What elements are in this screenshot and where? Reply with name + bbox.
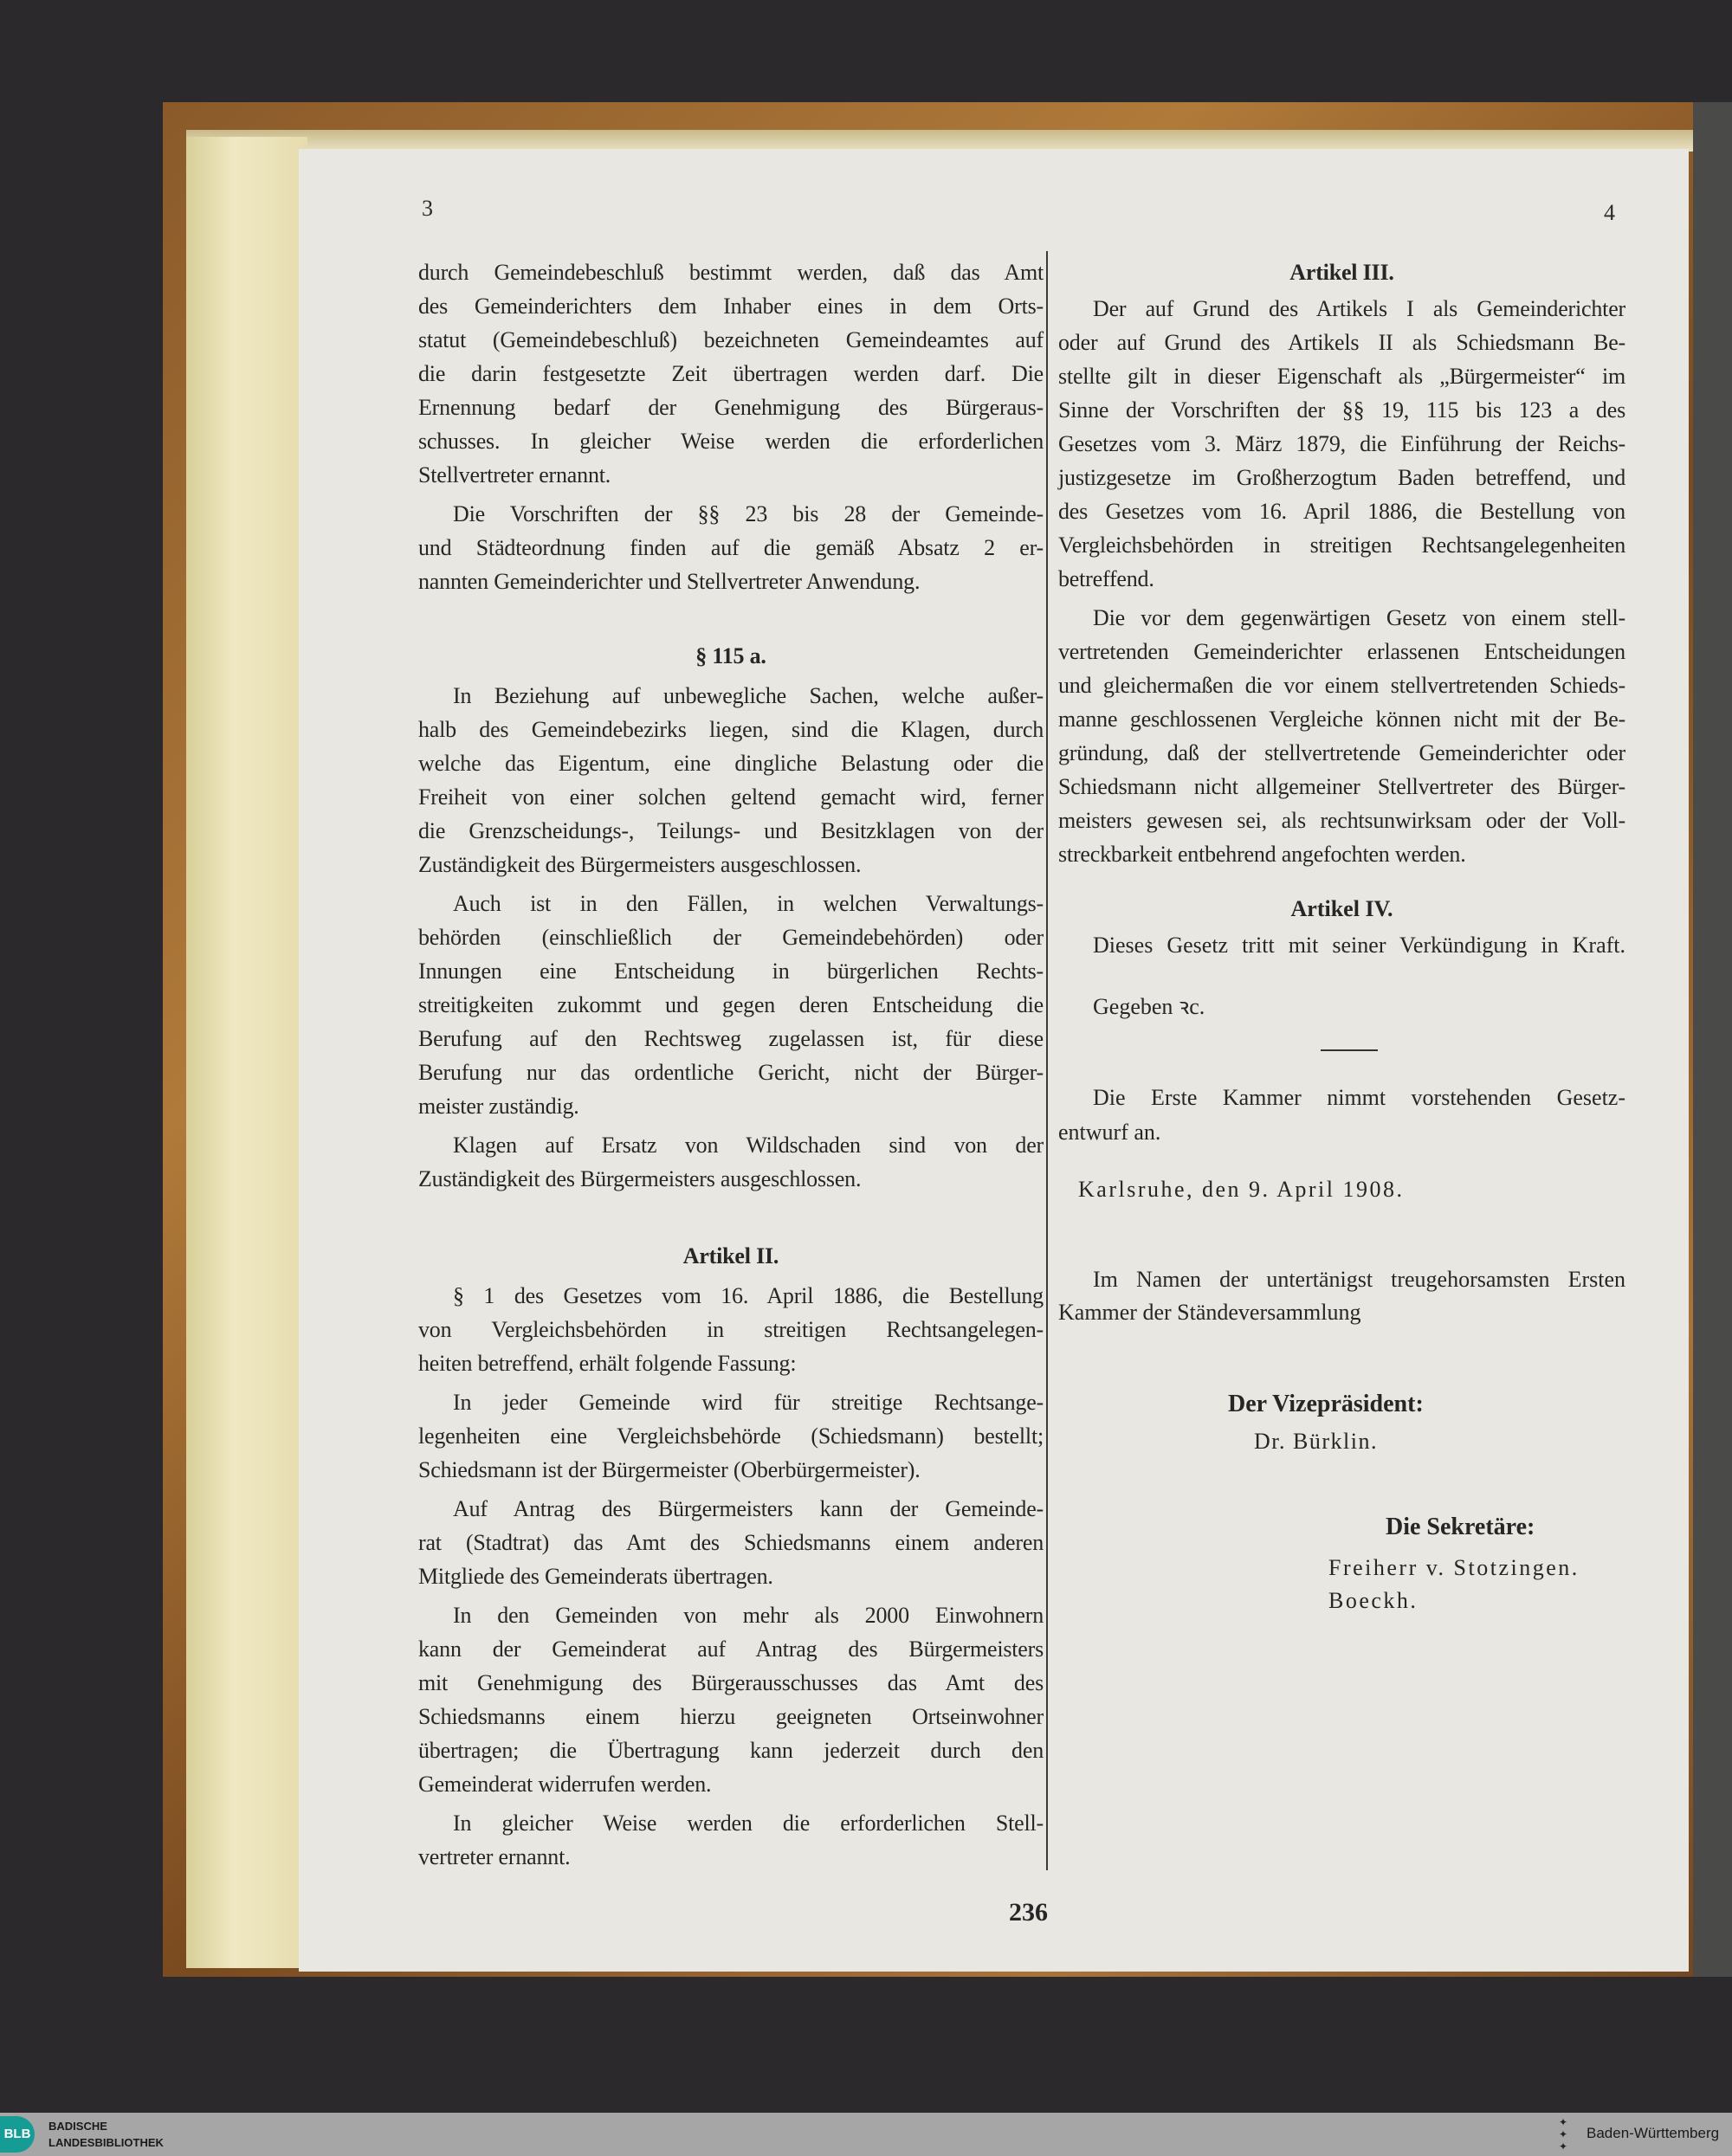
paragraph bbox=[418, 1598, 1044, 1801]
text-line: von Vergleichsbehörden in streitigen Rechtsangelegen- bbox=[418, 1317, 1044, 1342]
section-heading: Artikel II. bbox=[682, 1243, 779, 1268]
secretaries-title: Die Sekretäre: bbox=[1386, 1514, 1535, 1540]
text-line: Der auf Grund des Artikels I als Gemeinderichter bbox=[1093, 296, 1625, 321]
text-line: betreffend. bbox=[1058, 566, 1154, 591]
text-line: In den Gemeinden von mehr als 2000 Einwohnern bbox=[453, 1603, 1044, 1628]
text-line: Klagen auf Ersatz von Wildschaden sind von der bbox=[453, 1133, 1044, 1158]
chamber-line-1: Die Erste Kammer nimmt vorstehenden Gesetz- bbox=[1093, 1085, 1625, 1110]
chamber-line-2: entwurf an. bbox=[1058, 1120, 1161, 1145]
secretary-1: Freiherr v. Stotzingen. bbox=[1328, 1555, 1580, 1580]
paragraph bbox=[418, 255, 1044, 492]
text-line: Gemeinderat widerrufen werden. bbox=[418, 1772, 712, 1797]
vice-president-title: Der Vizepräsident: bbox=[1228, 1391, 1424, 1417]
paragraph bbox=[1058, 292, 1625, 596]
text-line: Auch ist in den Fällen, in welchen Verwaltungs- bbox=[453, 891, 1044, 916]
paragraph bbox=[1058, 601, 1625, 871]
lions-coat-of-arms-icon: ✦ ✦ ✦ bbox=[1559, 2116, 1568, 2153]
section-heading: Artikel III. bbox=[1289, 260, 1394, 285]
place-date: Karlsruhe, den 9. April 1908. bbox=[1078, 1177, 1405, 1202]
text-line: mit Genehmigung des Bürgerausschusses das Amt des bbox=[418, 1670, 1044, 1695]
given-line: Gegeben ꝛc. bbox=[1093, 994, 1205, 1019]
text-line: Schiedsmann nicht allgemeiner Stellvertreter des Bürger- bbox=[1058, 774, 1625, 799]
text-line: justizgesetze im Großherzogtum Baden betreffend, und bbox=[1058, 465, 1625, 490]
left-page-number: 3 bbox=[422, 196, 433, 221]
text-line: legenheiten eine Vergleichsbehörde (Schiedsmann) bestellt; bbox=[418, 1423, 1044, 1449]
vice-president-name: Dr. Bürklin. bbox=[1254, 1429, 1378, 1454]
text-line: Stellvertreter ernannt. bbox=[418, 462, 611, 487]
text-line: manne geschlossenen Vergleiche können nicht mit der Be- bbox=[1058, 707, 1625, 732]
text-line: heiten betreffend, erhält folgende Fassung: bbox=[418, 1351, 797, 1376]
text-line: die Grenzscheidungs-, Teilungs- und Besitzklagen von der bbox=[418, 818, 1044, 843]
right-column bbox=[1058, 255, 1625, 871]
text-line: gründung, daß der stellvertretende Gemeinderichter oder bbox=[1058, 740, 1625, 765]
text-line: nannten Gemeinderichter und Stellvertreter Anwendung. bbox=[418, 569, 921, 594]
paragraph bbox=[418, 1385, 1044, 1487]
paragraph bbox=[418, 679, 1044, 881]
text-line: Auf Antrag des Bürgermeisters kann der Gemeinde- bbox=[453, 1496, 1044, 1521]
separator-rule bbox=[1321, 1049, 1378, 1051]
article-iv-text: Dieses Gesetz tritt mit seiner Verkündigung in Kraft. bbox=[1093, 933, 1625, 958]
state-name[interactable]: Baden-Württemberg bbox=[1587, 2125, 1720, 2141]
text-line: welche das Eigentum, eine dingliche Belastung oder die bbox=[418, 751, 1044, 776]
text-line: Schiedsmanns einem hierzu geeigneten Ortseinwohner bbox=[418, 1704, 1044, 1729]
paragraph bbox=[418, 1492, 1044, 1593]
text-line: Innungen eine Entscheidung in bürgerlichen Rechts- bbox=[418, 959, 1044, 984]
text-line: Berufung nur das ordentliche Gericht, nicht der Bürger- bbox=[418, 1060, 1044, 1085]
text-line: halb des Gemeindebezirks liegen, sind die Klagen, durch bbox=[418, 717, 1044, 742]
text-line: oder auf Grund des Artikels II als Schiedsmann Be- bbox=[1058, 330, 1625, 355]
name-line-1: Im Namen der untertänigst treugehorsamsten Ersten bbox=[1093, 1267, 1625, 1292]
section-heading: § 115 a. bbox=[695, 643, 766, 668]
text-line: rat (Stadtrat) das Amt des Schiedsmanns einem anderen bbox=[418, 1530, 1044, 1555]
text-line: stellte gilt in dieser Eigenschaft als „Bürgermeister“ im bbox=[1058, 364, 1625, 389]
paragraph bbox=[418, 1806, 1044, 1874]
text-line: In Beziehung auf unbewegliche Sachen, welche außer- bbox=[453, 683, 1044, 708]
name-line-2: Kammer der Ständeversammlung bbox=[1058, 1300, 1361, 1325]
text-line: § 1 des Gesetzes vom 16. April 1886, die Bestellung bbox=[453, 1283, 1044, 1308]
left-column bbox=[418, 255, 1044, 1874]
text-line: streckbarkeit entbehrend angefochten werden. bbox=[1058, 842, 1466, 867]
text-line: Mitgliede des Gemeinderats übertragen. bbox=[418, 1564, 773, 1589]
text-line: Zuständigkeit des Bürgermeisters ausgeschlossen. bbox=[418, 1166, 862, 1191]
text-line: In gleicher Weise werden die erforderlichen Stell- bbox=[453, 1811, 1044, 1836]
right-page-number: 4 bbox=[1604, 200, 1615, 225]
paragraph bbox=[418, 1128, 1044, 1196]
page-stack-edge bbox=[186, 137, 307, 1968]
text-line: Die Vorschriften der §§ 23 bis 28 der Gemeinde- bbox=[453, 501, 1044, 526]
paragraph bbox=[418, 1279, 1044, 1380]
text-line: Schiedsmann ist der Bürgermeister (Oberbürgermeister). bbox=[418, 1457, 921, 1482]
text-line: Die vor dem gegenwärtigen Gesetz von einem stell- bbox=[1093, 605, 1625, 630]
text-line: vertretenden Gemeinderichter erlassenen Entscheidungen bbox=[1058, 639, 1625, 664]
secretary-2: Boeckh. bbox=[1328, 1588, 1419, 1613]
text-line: Zuständigkeit des Bürgermeisters ausgeschlossen. bbox=[418, 852, 862, 877]
text-line: Sinne der Vorschriften der §§ 19, 115 bis 123 a des bbox=[1058, 397, 1625, 423]
text-line: meister zuständig. bbox=[418, 1094, 579, 1119]
text-line: übertragen; die Übertragung kann jederzeit durch den bbox=[418, 1738, 1044, 1763]
text-line: Ernennung bedarf der Genehmigung des Bürgeraus- bbox=[418, 395, 1044, 420]
column-divider bbox=[1046, 251, 1048, 1870]
text-line: durch Gemeindebeschluß bestimmt werden, daß das Amt bbox=[418, 260, 1044, 285]
library-name bbox=[48, 2118, 164, 2151]
library-name-line-2: LANDESBIBLIOTHEK bbox=[48, 2136, 164, 2149]
blb-logo[interactable]: BLB bbox=[0, 2116, 35, 2153]
text-line: kann der Gemeinderat auf Antrag des Bürgermeisters bbox=[418, 1636, 1044, 1662]
text-line: Freiheit von einer solchen geltend gemacht wird, ferner bbox=[418, 784, 1044, 810]
text-line: und Städteordnung finden auf die gemäß Absatz 2 er- bbox=[418, 535, 1044, 560]
text-line: Berufung auf den Rechtsweg zugelassen ist, für diese bbox=[418, 1026, 1044, 1051]
text-line: des Gemeinderichters dem Inhaber eines in dem Orts- bbox=[418, 294, 1044, 319]
text-line: des Gesetzes vom 16. April 1886, die Bestellung von bbox=[1058, 499, 1625, 524]
paragraph bbox=[418, 887, 1044, 1123]
text-line: streitigkeiten zukommt und gegen deren Entscheidung die bbox=[418, 992, 1044, 1017]
paragraph bbox=[418, 497, 1044, 598]
text-line: und gleichermaßen die vor einem stellvertretenden Schieds- bbox=[1058, 673, 1625, 698]
library-name-line-1: BADISCHE bbox=[48, 2120, 107, 2133]
text-line: meisters gewesen sei, als rechtsunwirksam oder der Voll- bbox=[1058, 808, 1625, 833]
text-line: die darin festgesetzte Zeit übertragen werden darf. Die bbox=[418, 361, 1044, 386]
text-line: In jeder Gemeinde wird für streitige Rechtsange- bbox=[453, 1390, 1044, 1415]
article-iv-heading: Artikel IV. bbox=[1290, 896, 1393, 921]
footer-bar bbox=[0, 2113, 1732, 2156]
text-line: vertreter ernannt. bbox=[418, 1844, 571, 1869]
text-line: Vergleichsbehörden in streitigen Rechtsangelegenheiten bbox=[1058, 533, 1625, 558]
text-line: schusses. In gleicher Weise werden die erforderlichen bbox=[418, 429, 1044, 454]
text-line: Gesetzes vom 3. März 1879, die Einführung der Reichs- bbox=[1058, 431, 1625, 456]
text-line: behörden (einschließlich der Gemeindebehörden) oder bbox=[418, 925, 1044, 950]
folio-number: 236 bbox=[1009, 1898, 1048, 1927]
text-line: statut (Gemeindebeschluß) bezeichneten Gemeindeamtes auf bbox=[418, 327, 1044, 352]
book-spine-edge bbox=[1693, 102, 1732, 1977]
